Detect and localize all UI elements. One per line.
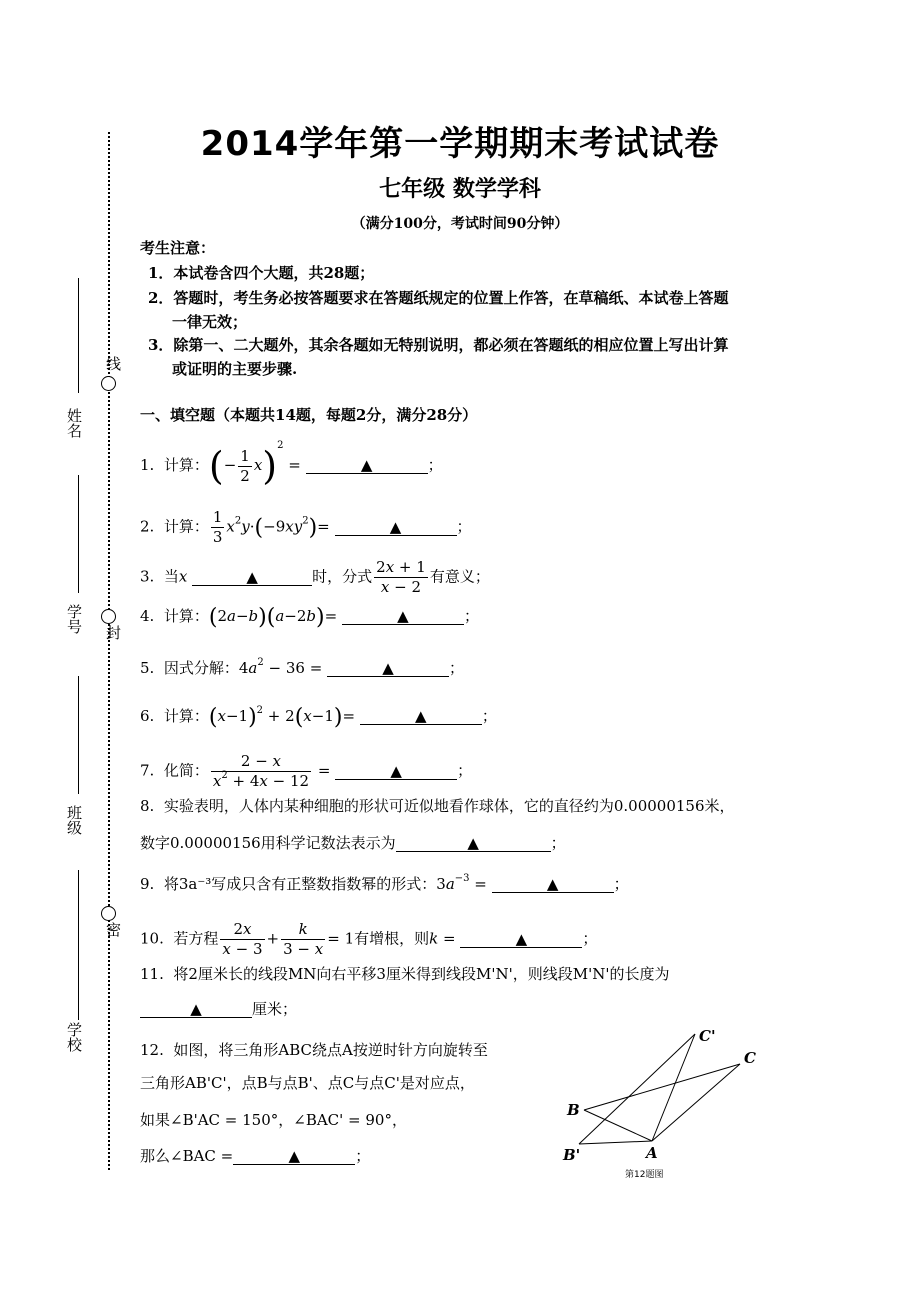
answer-blank-1[interactable]: ▲: [306, 457, 428, 474]
segment-a-c: [652, 1064, 740, 1141]
question-9: 9. 将3a⁻³写成只含有正整数指数幂的形式：$3a^{-3}$ = ▲ ；: [140, 873, 629, 893]
segment-b-c: [584, 1064, 740, 1110]
question-7: 7. 化简： $\frac{2 - x}{x^2 + 4x - 12}$ = ▲ ；: [140, 752, 473, 790]
name-field-line: [78, 278, 79, 393]
question-6: 6. 计算：$(x-1)^2 + 2(x-1)=$ ▲ ；: [140, 705, 497, 730]
question-11-line-1: 11. 将2厘米长的线段MN向右平移3厘米得到线段M'N'，则线段M'N'的长度为: [140, 965, 670, 983]
label-b-prime: B': [563, 1146, 581, 1164]
answer-blank-8[interactable]: ▲: [396, 835, 551, 852]
answer-blank-9[interactable]: ▲: [492, 876, 614, 893]
answer-blank-2[interactable]: ▲: [335, 519, 457, 536]
school-field-line: [78, 870, 79, 1020]
answer-blank-11[interactable]: ▲: [140, 1001, 252, 1018]
question-8-line-1: 8. 实验表明，人体内某种细胞的形状可近似地看作球体，它的直径约为0.00000156米，: [140, 797, 735, 815]
binding-circle-3: [101, 906, 116, 921]
binding-mark-mi: 密: [104, 922, 122, 937]
question-11-line-2: ▲ 厘米；: [140, 999, 297, 1019]
answer-blank-3[interactable]: ▲: [192, 569, 312, 586]
answer-blank-12[interactable]: ▲: [233, 1148, 355, 1165]
question-4: 4. 计算：(2a−b)(a−2b)= ▲ ；: [140, 605, 479, 630]
answer-blank-6[interactable]: ▲: [360, 708, 482, 725]
answer-blank-7[interactable]: ▲: [335, 763, 457, 780]
section-1-heading: 一、填空题（本题共14题，每题2分，满分28分）: [140, 406, 478, 424]
question-1: 1. 计算：(− $\frac{1}{2}$ x)$^2$ = ▲ ；: [140, 440, 443, 488]
answer-blank-10[interactable]: ▲: [460, 931, 582, 948]
binding-circle-2: [101, 609, 116, 624]
question-2: 2. 计算： $\frac{1}{3}$ $x^2y\cdot(-9xy^2)=$ ▲ ；: [140, 508, 472, 546]
binding-mark-feng: 封: [104, 625, 122, 640]
notice-item-3-cont: 或证明的主要步骤.: [172, 360, 298, 378]
segment-a-cp: [652, 1034, 695, 1141]
answer-blank-5[interactable]: ▲: [327, 660, 449, 677]
exam-note: （满分100分，考试时间90分钟）: [351, 216, 569, 232]
binding-dotted-line: [108, 132, 110, 1170]
question-12-line-1: 12. 如图，将三角形ABC绕点A按逆时针方向旋转至: [140, 1041, 488, 1059]
id-label: 学号: [65, 604, 83, 634]
school-label: 学校: [65, 1022, 83, 1052]
notice-item-2: 2．答题时，考生务必按答题要求在答题纸规定的位置上作答，在草稿纸、本试卷上答题: [148, 289, 729, 307]
notice-item-2-cont: 一律无效；: [172, 313, 248, 331]
question-3: 3. 当x ▲ 时，分式 $\frac{2x + 1}{x - 2}$ 有意义；: [140, 558, 490, 596]
segment-bp-cp: [579, 1034, 695, 1144]
notice-item-1: 1．本试卷含四个大题，共28题；: [148, 264, 375, 282]
label-c-prime: C': [699, 1027, 716, 1045]
segment-b-a: [584, 1110, 652, 1141]
id-field-line: [78, 475, 79, 593]
rotation-figure: [555, 1020, 775, 1190]
figure-caption: 第12题图: [625, 1170, 664, 1180]
question-12-line-4: 那么∠BAC = ▲ ；: [140, 1147, 371, 1165]
notice-item-3: 3．除第一、二大题外，其余各题如无特别说明，都必须在答题纸的相应位置上写出计算: [148, 336, 729, 354]
question-10: 10. 若方程 $\frac{2x}{x - 3}$ + $\frac{k}{3 - x}$ = 1有增根，则k = ▲ ；: [140, 920, 598, 958]
label-c: C: [744, 1049, 756, 1067]
name-label: 姓名: [65, 408, 83, 438]
class-field-line: [78, 676, 79, 794]
label-a: A: [646, 1144, 658, 1162]
notice-heading: 考生注意：: [140, 239, 216, 257]
label-b: B: [567, 1101, 580, 1119]
exam-subtitle: 七年级 数学学科: [379, 177, 541, 202]
class-label: 班级: [65, 805, 83, 835]
answer-blank-4[interactable]: ▲: [342, 608, 464, 625]
binding-circle-1: [101, 376, 116, 391]
question-8-line-2: 数字0.00000156用科学记数法表示为 ▲ ；: [140, 834, 566, 852]
question-12-line-3: 如果∠B'AC = 150°，∠BAC' = 90°，: [140, 1111, 407, 1129]
segment-bp-a: [579, 1141, 652, 1144]
binding-mark-xian: 线: [104, 356, 122, 371]
question-12-line-2: 三角形AB'C'，点B与点B'、点C与点C'是对应点，: [140, 1074, 475, 1092]
exam-title: 2014学年第一学期期末考试试卷: [200, 124, 720, 164]
question-5: 5. 因式分解：$4a^2 - 36$ = ▲ ；: [140, 657, 465, 677]
